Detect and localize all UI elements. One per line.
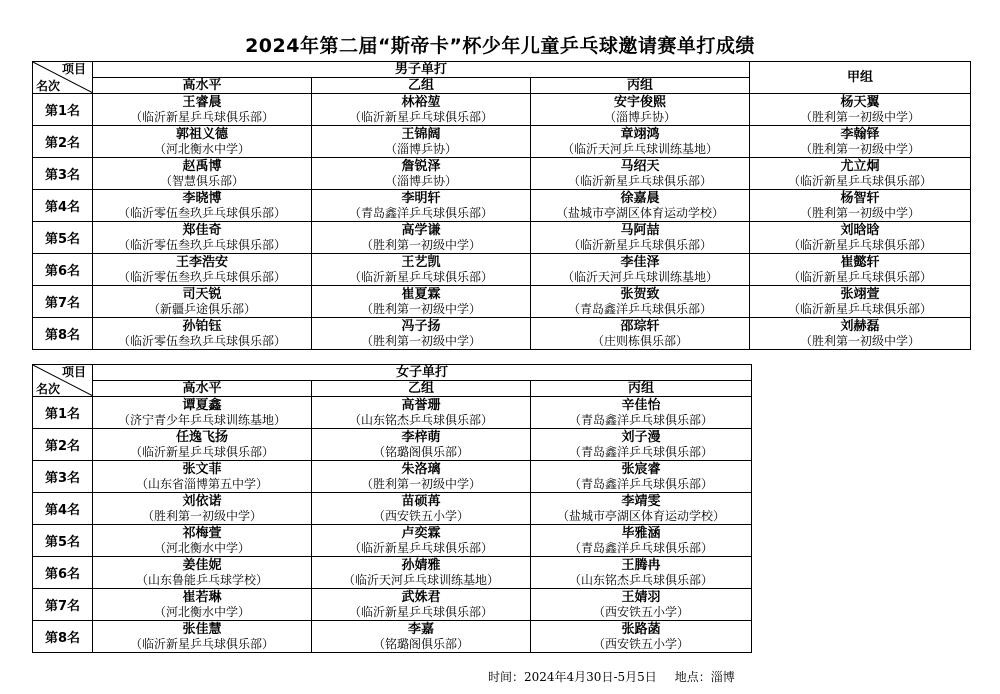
rank-label: 第6名 [33,254,93,286]
table-row [33,621,752,653]
table-row [33,429,752,461]
group-header: 高水平 [93,381,312,397]
table-row [33,493,752,525]
group-header: 乙组 [312,381,531,397]
player-name: 刘子漫 [621,429,661,445]
player-cell [531,525,752,557]
player-cell [531,589,752,621]
corner-header [33,62,93,94]
player-club: （临沂零伍叁玖乒乓球俱乐部） [117,205,286,220]
player-name: 张宸睿 [621,461,661,477]
player-name: 毕雅涵 [621,525,661,541]
player-name: 朱洛璃 [401,461,441,477]
player-name: 张文菲 [182,461,222,477]
corner-header [33,365,93,397]
player-cell [531,94,750,126]
corner-rank-label: 名次 [36,79,61,93]
corner-rank-label: 名次 [36,382,61,396]
player-name: 徐嘉晨 [620,190,660,206]
player-name: 冯子扬 [401,318,441,334]
player-cell [312,397,531,429]
player-cell [312,190,531,222]
player-cell [93,222,312,254]
player-name: 林裕堃 [401,94,441,110]
player-club: （临沂新星乒乓球俱乐部） [348,109,493,124]
player-name: 张翊萱 [840,286,880,302]
rank-label: 第1名 [33,397,93,429]
player-club: （西安铁五小学） [592,604,689,619]
table-row [33,254,971,286]
player-cell [312,493,531,525]
corner-item-label: 项目 [61,365,86,379]
group-header: 丙组 [531,381,752,397]
player-cell [93,126,312,158]
table-row [33,525,752,557]
player-cell [93,190,312,222]
player-cell [93,493,312,525]
player-club: （智慧俱乐部） [159,173,244,188]
player-club: （临沂新星乒乓球俱乐部） [787,269,932,284]
player-cell [531,126,750,158]
boys-singles-table [32,61,971,350]
player-club: （临沂零伍叁玖乒乓球俱乐部） [117,333,286,348]
player-cell [312,318,531,350]
player-club: （盐城市亭湖区体育运动学校） [556,508,725,523]
player-club: （临沂新星乒乓球俱乐部） [787,173,932,188]
player-cell [93,557,312,589]
player-cell [750,94,971,126]
player-club: （河北衡水中学） [153,540,250,555]
player-club: （庄则栋俱乐部） [591,333,688,348]
player-name: 崔若琳 [182,589,222,605]
player-cell [531,222,750,254]
group-header: 高水平 [93,78,312,94]
rank-label: 第5名 [33,222,93,254]
player-cell [750,254,971,286]
player-club: （临沂天河乒乓球训练基地） [561,269,718,284]
player-cell [531,429,752,461]
player-name: 祁梅萱 [182,525,222,541]
player-name: 王李浩安 [175,254,228,270]
footer-place: 地点：淄博 [674,670,735,684]
player-club: （胜利第一初级中学） [799,205,920,220]
rank-label: 第8名 [33,318,93,350]
table-row [33,286,971,318]
boys-jia-header: 甲组 [750,62,971,94]
player-club: （临沂新星乒乓球俱乐部） [567,237,712,252]
table-row [33,589,752,621]
player-name: 李佳泽 [620,254,660,270]
player-name: 李晓博 [182,190,222,206]
player-club: （西安铁五小学） [372,508,469,523]
player-club: （河北衡水中学） [153,141,250,156]
player-name: 邵琮轩 [620,318,660,334]
player-cell [531,318,750,350]
player-cell [312,525,531,557]
player-club: （临沂新星乒乓球俱乐部） [348,540,493,555]
player-cell [531,461,752,493]
player-cell [93,318,312,350]
table-row [33,557,752,589]
player-club: （胜利第一初级中学） [360,237,481,252]
player-club: （山东铭杰乒乓球俱乐部） [568,572,713,587]
player-name: 李翰铎 [840,126,880,142]
player-name: 马绍天 [620,158,660,174]
player-club: （铭璐阁俱乐部） [372,444,469,459]
rank-label: 第4名 [33,190,93,222]
player-club: （青岛鑫洋乒乓球俱乐部） [568,476,713,491]
player-cell [93,158,312,190]
group-header: 乙组 [312,78,531,94]
player-cell [312,557,531,589]
table-row [33,158,971,190]
group-header: 丙组 [531,78,750,94]
player-club: （青岛鑫洋乒乓球俱乐部） [348,205,493,220]
player-club: （济宁青少年乒乓球训练基地） [117,412,286,427]
footer [488,668,735,685]
player-club: （胜利第一初级中学） [799,109,920,124]
player-name: 杨智轩 [840,190,880,206]
rank-label: 第8名 [33,621,93,653]
player-name: 赵禹博 [182,158,222,174]
player-club: （新疆乒途俱乐部） [147,301,256,316]
player-name: 章翊鸿 [620,126,660,142]
player-cell [312,621,531,653]
player-cell [750,318,971,350]
rank-label: 第4名 [33,493,93,525]
player-cell [531,493,752,525]
rank-label: 第5名 [33,525,93,557]
player-name: 王睿晨 [182,94,222,110]
player-cell [531,286,750,318]
player-cell [312,589,531,621]
player-cell [531,158,750,190]
table-row [33,222,971,254]
player-club: （山东铭杰乒乓球俱乐部） [348,412,493,427]
rank-label: 第2名 [33,429,93,461]
girls-section-header: 女子单打 [93,365,752,381]
player-cell [93,621,312,653]
table-row [33,397,752,429]
player-name: 杨天翼 [840,94,880,110]
player-name: 张路菡 [621,621,661,637]
player-club: （临沂天河乒乓球训练基地） [342,572,499,587]
player-name: 刘赫磊 [840,318,880,334]
player-name: 安宇俊熙 [613,94,666,110]
player-cell [93,286,312,318]
player-cell [93,94,312,126]
player-cell [312,222,531,254]
player-name: 司天锐 [182,286,222,302]
rank-label: 第6名 [33,557,93,589]
player-club: （淄博乒协） [603,109,676,124]
player-cell [531,557,752,589]
player-name: 李明轩 [401,190,441,206]
player-club: （淄博乒协） [384,173,457,188]
player-club: （盐城市亭湖区体育运动学校） [555,205,724,220]
player-name: 郑佳奇 [182,222,222,238]
player-name: 高学谦 [401,222,441,238]
player-club: （青岛鑫洋乒乓球俱乐部） [567,301,712,316]
player-cell [312,286,531,318]
player-club: （临沂新星乒乓球俱乐部） [348,269,493,284]
player-club: （淄博乒协） [384,141,457,156]
rank-label: 第7名 [33,286,93,318]
player-club: （临沂新星乒乓球俱乐部） [129,109,274,124]
player-club: （铭璐阁俱乐部） [372,636,469,651]
player-name: 尤立炯 [840,158,880,174]
player-name: 任逸飞扬 [175,429,228,445]
player-cell [531,190,750,222]
player-name: 崔懿轩 [840,254,880,270]
player-club: （胜利第一初级中学） [360,333,481,348]
player-cell [312,126,531,158]
player-cell [750,126,971,158]
rank-label: 第2名 [33,126,93,158]
player-cell [93,397,312,429]
player-cell [531,621,752,653]
player-club: （青岛鑫洋乒乓球俱乐部） [568,540,713,555]
player-name: 李梓萌 [401,429,441,445]
table-row [33,126,971,158]
player-cell [93,429,312,461]
player-club: （青岛鑫洋乒乓球俱乐部） [568,412,713,427]
player-club: （临沂零伍叁玖乒乓球俱乐部） [117,237,286,252]
player-cell [93,461,312,493]
player-club: （胜利第一初级中学） [799,141,920,156]
player-cell [312,461,531,493]
player-name: 辛佳怡 [621,397,661,413]
player-cell [93,525,312,557]
table-row [33,461,752,493]
player-club: （西安铁五小学） [592,636,689,651]
player-name: 孙婧雅 [401,557,441,573]
player-club: （临沂新星乒乓球俱乐部） [787,301,932,316]
rank-label: 第3名 [33,461,93,493]
rank-label: 第7名 [33,589,93,621]
player-club: （临沂新星乒乓球俱乐部） [787,237,932,252]
player-name: 郭祖义德 [175,126,228,142]
player-club: （山东省淄博第五中学） [135,476,268,491]
player-cell [312,254,531,286]
player-club: （临沂新星乒乓球俱乐部） [567,173,712,188]
player-cell [750,286,971,318]
player-club: （临沂新星乒乓球俱乐部） [348,604,493,619]
player-name: 李靖雯 [621,493,661,509]
player-club: （临沂天河乒乓球训练基地） [561,141,718,156]
player-club: （河北衡水中学） [153,604,250,619]
player-name: 詹锐泽 [401,158,441,174]
player-name: 张贺致 [620,286,660,302]
footer-time: 时间：2024年4月30日-5月5日 [488,670,657,684]
table-row [33,94,971,126]
player-cell [312,94,531,126]
player-name: 崔夏霖 [401,286,441,302]
player-name: 王艺凯 [401,254,441,270]
table-row [33,318,971,350]
player-cell [312,429,531,461]
player-cell [93,254,312,286]
player-name: 李嘉 [407,621,434,637]
rank-label: 第3名 [33,158,93,190]
player-name: 张佳慧 [182,621,222,637]
player-cell [312,158,531,190]
player-club: （临沂新星乒乓球俱乐部） [129,636,274,651]
player-club: （胜利第一初级中学） [360,301,481,316]
player-club: （胜利第一初级中学） [360,476,481,491]
girls-singles-table [32,364,752,653]
player-name: 马阿喆 [620,222,660,238]
table-row [33,190,971,222]
player-cell [531,397,752,429]
player-cell [531,254,750,286]
player-club: （临沂零伍叁玖乒乓球俱乐部） [117,269,286,284]
player-name: 姜佳妮 [182,557,222,573]
player-name: 王锦阔 [401,126,441,142]
player-name: 谭夏鑫 [182,397,222,413]
player-name: 武姝君 [401,589,441,605]
player-name: 刘依诺 [182,493,222,509]
player-name: 刘晗晗 [840,222,880,238]
player-cell [750,158,971,190]
player-name: 高誉珊 [401,397,441,413]
player-cell [750,222,971,254]
player-name: 卢奕霖 [401,525,441,541]
player-name: 孙铂钰 [182,318,222,334]
page-title: 2024年第二届“斯帝卡”杯少年儿童乒乓球邀请赛单打成绩 [245,35,755,57]
player-club: （青岛鑫洋乒乓球俱乐部） [568,444,713,459]
player-name: 王婧羽 [621,589,661,605]
rank-label: 第1名 [33,94,93,126]
player-cell [750,190,971,222]
player-cell [93,589,312,621]
player-name: 苗硕苒 [401,493,441,509]
player-club: （胜利第一初级中学） [141,508,262,523]
player-club: （山东鲁能乒乓球学校） [135,572,268,587]
boys-section-header: 男子单打 [93,62,750,78]
player-club: （临沂新星乒乓球俱乐部） [129,444,274,459]
player-club: （胜利第一初级中学） [799,333,920,348]
player-name: 王腾冉 [621,557,661,573]
corner-item-label: 项目 [61,62,86,76]
